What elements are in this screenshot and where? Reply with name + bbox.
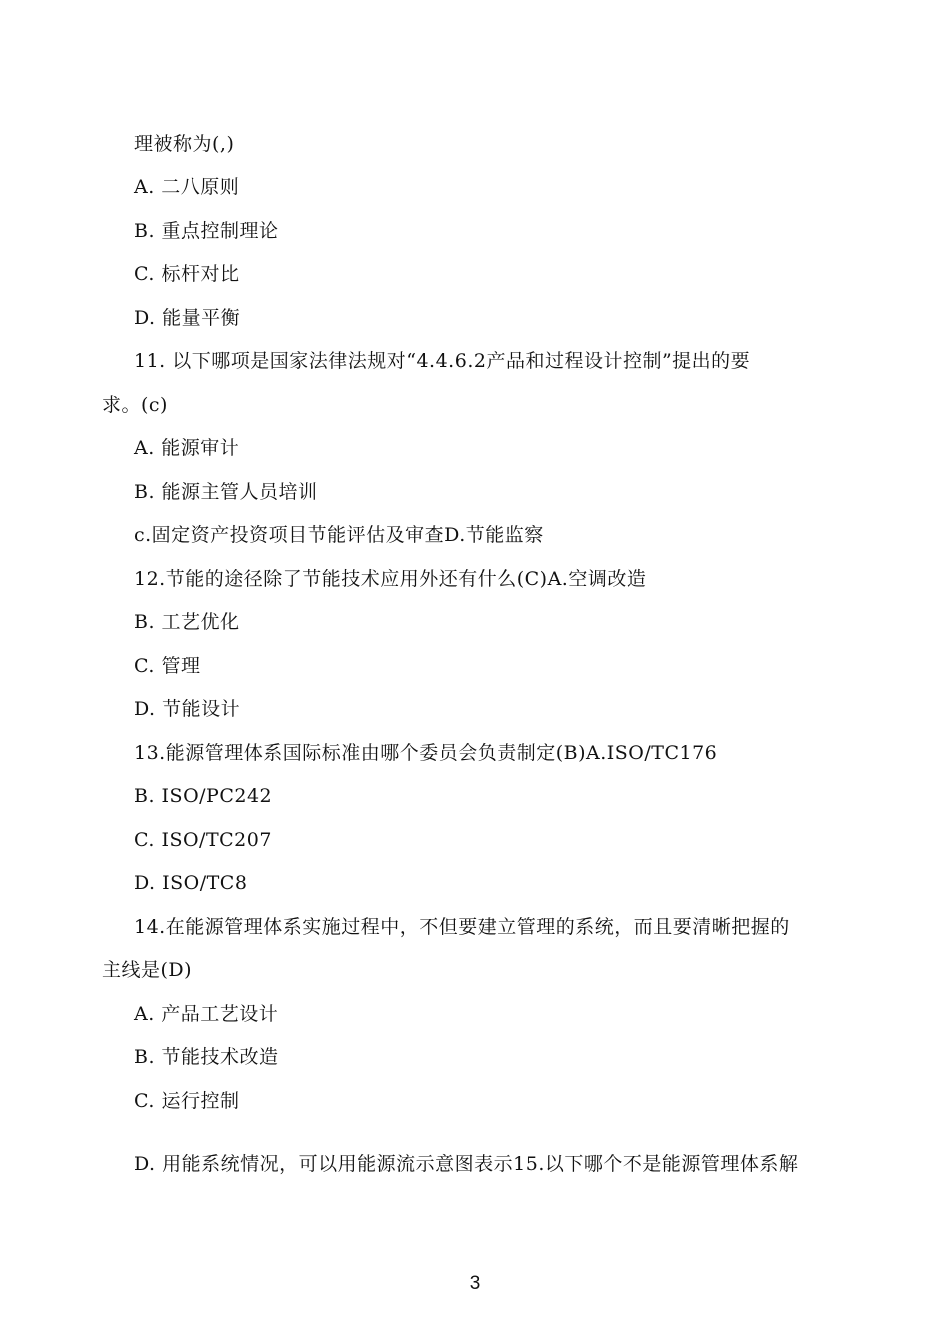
option-c-d: c.固定资产投资项目节能评估及审查D.节能监察	[134, 524, 544, 546]
question-13: 13.能源管理体系国际标准由哪个委员会负责制定(B)A.ISO/TC176	[134, 742, 718, 764]
option-c: C. 管理	[134, 655, 201, 677]
option-a: A. 能源审计	[134, 437, 240, 459]
question-12: 12.节能的途径除了节能技术应用外还有什么(C)A.空调改造	[134, 568, 647, 590]
option-d-question-15: D. 用能系统情况，可以用能源流示意图表示15.以下哪个不是能源管理体系解	[134, 1153, 799, 1175]
option-b: B. 能源主管人员培训	[134, 481, 318, 503]
option-b: B. 重点控制理论	[134, 220, 279, 242]
option-b: B. ISO/PC242	[134, 785, 273, 807]
option-a: A. 二八原则	[134, 176, 240, 198]
text-line: 理被称为(,)	[134, 133, 235, 155]
question-14: 14.在能源管理体系实施过程中，不但要建立管理的系统，而且要清晰把握的	[134, 916, 790, 938]
option-a: A. 产品工艺设计	[134, 1003, 279, 1025]
option-c: C. ISO/TC207	[134, 829, 272, 851]
page-number: 3	[469, 1273, 481, 1294]
option-b: B. 节能技术改造	[134, 1046, 279, 1068]
question-14-continued: 主线是(D)	[102, 959, 193, 981]
question-11-continued: 求。(c)	[102, 394, 168, 416]
option-b: B. 工艺优化	[134, 611, 240, 633]
option-c: C. 运行控制	[134, 1090, 240, 1112]
question-11: 11. 以下哪项是国家法律法规对“4.4.6.2产品和过程设计控制”提出的要	[134, 350, 751, 372]
option-d: D. ISO/TC8	[134, 872, 248, 894]
option-d: D. 节能设计	[134, 698, 241, 720]
option-c: C. 标杆对比	[134, 263, 240, 285]
option-d: D. 能量平衡	[134, 307, 241, 329]
